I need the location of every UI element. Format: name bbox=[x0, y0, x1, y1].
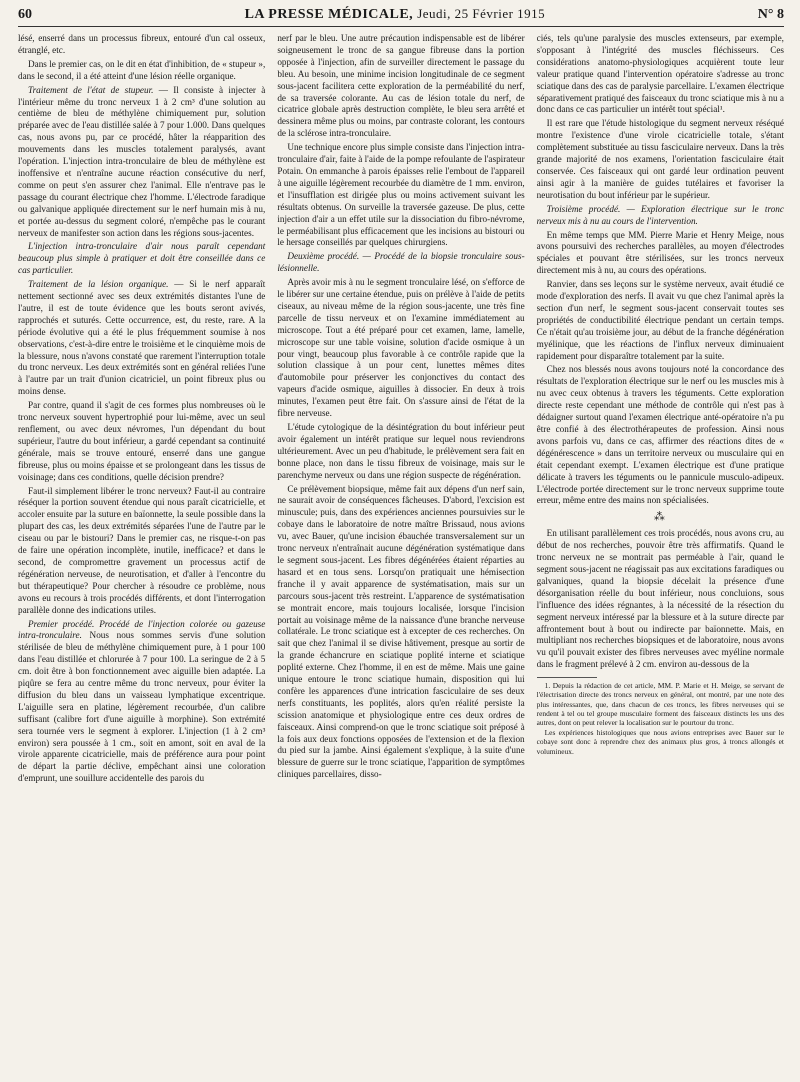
issue-date: Jeudi, 25 Février 1915 bbox=[417, 6, 546, 21]
section-heading: Traitement de l'état de stupeur. bbox=[28, 84, 154, 95]
column-2 bbox=[277, 33, 524, 787]
paragraph: Ce prélèvement biopsique, même fait aux dépens d'un nerf sain, ne saurait avoir de conséquences fâcheuses. D'abord, l'excision est minuscule; puis, dans des expériences anciennes poursuivies sur le cobaye dans le laboratoire de notre maître Brissaud, nous avions vu, avec Bauer, qu'une incision ébauchée transversalement sur un tronc nerveux n'entraînait aucune dégénération systématique dans le segment sous-jacent. Les fibres dégénérées étaient réparties au hasard et en tous sens. Lorsqu'on pratiquait une hémisection franche il y avait apparence de systématisation, mais sur un parcours sous-jacent très restreint. L'apparence de systématisation se montrait encore, mais toujours localisée, lorsque l'incision portait au voisinage même de la naissance d'une branche nerveuse collatérale. Le tronc sciatique est à excepter de ces recherches. On sait que chez l'animal il se divise hâtivement, presque au sortir de la grande échancrure en sciatique poplité interne et sciatique poplité externe. Chez l'homme, il en est de même. Mais une gaine unique entoure le tronc sciatique humain, disposition qui lui confère les apparences d'une intrication fasciculaire de ses deux nerfs constituants, les poplités, alors qu'en réalité persiste la scission anatomique et physiologique entre ces deux ordres de faisceaux. Ainsi comprend-on que le tronc sciatique soit préposé à la fois aux deux fonctions opposées de l'extension et de la flexion du pied sur la jambe. Ainsi également s'explique, à la suite d'une blessure de guerre sur le tronc sciatique, l'apparition de symptômes cliniques parcellaires, disso- bbox=[277, 483, 525, 780]
paragraph: Après avoir mis à nu le segment tronculaire lésé, on s'efforce de le libérer sur une certaine étendue, puis on prélève à l'aide de petits ciseaux, au niveau même de la région sous-jacente, une très fine parcelle de tissu nerveux et on l'examine immédiatement au microscope. Tout a été préparé pour cet examen, lame, lamelle, microscope sur une table voisine, solution d'acide osmique à un pour vingt, beaucoup plus favorable à ce contrôle rapide que la solution classique à un pour cent, lunettes mêmes dites d'automobile pour préserver les conjonctives du contact des vapeurs d'acide osmique, aiguilles à dissocier. En deux à trois minutes, l'examen peut être fait. On s'assure ainsi de l'état de la fibre nerveuse. bbox=[277, 277, 525, 419]
column-3 bbox=[537, 33, 784, 787]
paragraph: Ranvier, dans ses leçons sur le système nerveux, avait étudié ce mode d'exploration des nerfs. Il avait vu que chez l'animal après la section d'un nerf, le segment sous-jacent conservait toutes ses propriétés de conductibilité électrique pendant un certain temps. Ce n'était qu'au troisième jour, au début de la franche dégénération myélinique, que les réactions de l'influx nerveux diminuaient rapidement pour disparaître totalement par la suite. bbox=[536, 279, 784, 361]
paragraph bbox=[18, 85, 265, 240]
paragraph: L'injection intra-tronculaire d'air nous paraît cependant beaucoup plus simple à pratiquer et doit être conseillée dans ce cas particulier. bbox=[18, 241, 266, 276]
section-separator: ⁂ bbox=[653, 511, 667, 524]
section-heading: Troisième procédé. — Exploration électrique sur le tronc nerveux mis à nu au cours de l'intervention. bbox=[536, 203, 784, 226]
footnote-rule bbox=[537, 677, 597, 678]
page-number: 60 bbox=[18, 7, 32, 22]
paragraph: Une technique encore plus simple consiste dans l'injection intra-tronculaire d'air, faite à l'aide de la pompe refoulante de l'aspirateur Potain. On emmanche à parois épaisses relie l'embout de l'appareil à une aiguille légèrement recourbée du diamètre de 1 mm. environ, et l'insufflation est dirigée plus ou moins activement suivant les résultats obtenus. On surveille la traversée gazeuse. De plus, cette injection d'air a un effet utile sur la dissociation du fibro-névrome, le perméabilisant plus efficacement que les incisions au bistouri ou le hersage conseillés par quelques chirurgiens. bbox=[277, 142, 525, 248]
paragraph-text: — Si le nerf apparaît nettement sectionné avec ses deux extrémités distantes l'une de l'autre, il est de toute évidence que les bouts seront avivés, rapprochés et suturés. Cette occurrence, est, du reste, rare. A la période évolutive qui a été le plus fréquemment soumise à nos observations, c'est-à-dire entre le troisième et le cinquième mois de la blessure, nous n'avons constaté que rarement l'interruption totale du tronc nerveux. Les deux extrémités sont en général reliées l'une à l'autre par un trait d'union cicatriciel, un point fibreux plus ou moins dense. bbox=[18, 279, 266, 397]
issue-number: N° 8 bbox=[757, 7, 784, 22]
section-heading: Deuxième procédé. — Procédé de la biopsie tronculaire sous-lésionnelle. bbox=[277, 251, 525, 274]
paragraph: Par contre, quand il s'agit de ces formes plus nombreuses où le tronc nerveux souvent hypertrophié pour lui-même, avec un seul renflement, ou avec deux névromes, l'un dépendant du bout supérieur, l'autre du bout inférieur, a gardé cependant sa continuité générale, mais se trouve entouré, enserré dans une gangue fibreuse, plus ou moins épaisse et se prolongeant dans les tissus de voisinage; dans ces conditions, quelle décision prendre? bbox=[18, 400, 266, 482]
journal-name: LA PRESSE MÉDICALE, bbox=[244, 7, 414, 22]
footnote: 1. Depuis la rédaction de cet article, MM. P. Marie et H. Meige, se servant de l'électrisation directe des troncs nerveux en général, ont montré, par une note des plus intéressantes, que, dans chacun de ces troncs, les fibres nerveuses qui se rendent à tel ou tel groupe musculaire forment des faisceaux distincts les uns des autres, dont on peut relever la localisation sur le pourtour du tronc. bbox=[536, 681, 784, 727]
paragraph: lésé, enserré dans un processus fibreux, entouré d'un cal osseux, étranglé, etc. bbox=[18, 33, 266, 55]
paragraph: Dans le premier cas, on le dit en état d'inhibition, de « stupeur », dans le second, il a été atteint d'une lésion réelle organique. bbox=[18, 58, 266, 81]
page-header bbox=[18, 6, 784, 27]
section-heading: Traitement de la lésion organique. bbox=[28, 279, 169, 290]
section-heading: Premier procédé. Procédé de l'injection colorée ou gazeuse intra-tronculaire. bbox=[18, 618, 266, 641]
paragraph: L'étude cytologique de la désintégration du bout inférieur peut avoir également un intérêt pratique sur lequel nous reviendrons ultérieurement. Avec un peu d'habitude, le prélèvement sera fait en bonne place, non dans le tissu fibreux de voisinage, mais sur le parenchyme nerveux ou dans une région suspecte de régénération. bbox=[277, 422, 525, 480]
column-1 bbox=[18, 33, 265, 787]
paragraph: Faut-il simplement libérer le tronc nerveux? Faut-il au contraire réséquer la portion souvent étendue qui nous paraît cicatricielle, et accoler ensuite par la suture en baïonnette, la seule possible dans la plupart des cas, les deux extrémités séparées l'une de l'autre par le ciseau ou par le bistouri? Dans le premier cas, ne risque-t-on pas de faire une opération incomplète, inutile, inefficace? et dans le second, de compromettre gravement un processus actif de régénération nerveuse, de neurotisation, et d'aller à l'encontre du but thérapeutique? Pour chercher à résoudre ce problème, nous avons eu recours à trois procédés différents, et dont l'interrogation parallèle donne des indications utiles. bbox=[18, 485, 266, 615]
text-columns bbox=[18, 33, 784, 787]
paragraph: Chez nos blessés nous avons toujours noté la concordance des résultats de l'exploration électrique sur le nerf ou les muscles mis à nu avec ceux obtenus à travers les téguments. Cette exploration directe reste cependant une méthode de contrôle qui n'est pas à dédaigner surtout quand l'examen électrique anté-opératoire n'a pu être confié à des électrothérapeutes de profession. Ainsi nous avons parfois vu, dans ce cas, affirmer des réactions dites de « dégénérescence » dans un territoire nerveux ou musculaire qui en était cependant exempt. L'examen électrique est d'une pratique délicate à travers les téguments ou le pannicule musculo-adipeux. L'électrode portée directement sur le tronc nerveux supprime toute erreur, même entre des mains non spécialisées. bbox=[536, 364, 784, 506]
paragraph: Il est rare que l'étude histologique du segment nerveux réséqué montre l'existence d'une virole cicatricielle totale, s'étant complètement substituée au tissu fasciculaire nerveux. Dans la très grande majorité de nos examens, l'orientation fasciculaire était conservée. Ces faisceaux qui ont gardé leur ordination peuvent ainsi agir à la manière de guides tutélaires et favoriser la neurotisation du bout inférieur par le supérieur. bbox=[536, 118, 784, 200]
journal-title-line bbox=[245, 6, 546, 23]
paragraph-text: — Il consiste à injecter à l'intérieur même du tronc nerveux 1 à 2 cm³ d'une solution au centième de bleu de méthylène chimiquement pur, solution préparée avec de l'eau distillée salée à 7 pour 1.000. Dans quelques cas, nous avons pu, par ce procédé, hâter la réapparition des mouvements dans les muscles totalement paralysés, avant l'opération. L'injection intra-tronculaire de bleu de méthylène est inoffensive et n'entraîne aucune réaction consécutive du nerf, comme on peut s'en assurer chez l'animal. Elle n'entrave pas le passage du courant électrique chez l'homme. L'électrode faradique ou galvanique appliquée directement sur le nerf humain mis à nu, et portée au-dessus du segment coloré, n'empêche pas le courant nerveux de manifester son action dans les régions sous-jacentes. bbox=[18, 84, 266, 238]
paragraph bbox=[18, 619, 265, 786]
paragraph-text: Nous nous sommes servis d'une solution stérilisée de bleu de méthylène chimiquement pure, à 1 pour 100 dans l'eau distillée et chlorurée à 7 pour 100. La seringue de 2 à 5 cm. doit être à bon fonctionnement avec aiguille bien adaptée. La piqûre se fera au centre même du tronc nerveux, pour éviter la diffusion du bleu dans un vaisseau lymphatique excentrique. L'aiguille sera en platine, légèrement recourbée, d'un calibre suffisant (calibre fort d'une aiguille à morphine). Son extrémité sera tournée vers le segment à explorer. L'injection (1 à 2 cm³ environ) sera poussée à 1 cm., soit en amont, soit en aval de la virole apparente cicatricielle, mais de préférence aura pour point de départ la partie déclive, empêchant ainsi une coloration d'emprunt, une souillure accidentelle des parois du bbox=[18, 630, 266, 784]
paragraph bbox=[18, 279, 265, 398]
paragraph: ciés, tels qu'une paralysie des muscles extenseurs, par exemple, s'opposant à l'intégrité des muscles fléchisseurs. Ces considérations anatomo-physiologiques acquièrent toute leur valeur pratique quand l'intervention opératoire s'adresse au tronc sciatique dans des cas de paralysie parcellaire. L'examen électrique séparativement pratiqué des faisceaux du tronc sciatique mis à nu a donc dans ce cas particulier un intérêt tout spécial¹. bbox=[536, 33, 784, 115]
footnote: Les expériences histologiques que nous avions entreprises avec Bauer sur le cobaye sont donc à reprendre chez des animaux plus gros, à troncs allongés et volumineux. bbox=[536, 728, 784, 756]
paragraph: En utilisant parallèlement ces trois procédés, nous avons cru, au début de nos recherches, pouvoir être très affirmatifs. Quand le tronc nerveux ne se montrait pas perméable à l'air, quand le segment sous-jacent ne réagissait pas aux excitations faradiques ou galvaniques, quand la biopsie décelait la présence d'une désorganisation réelle du bout inférieur, nous concluions, sous l'influence des idées régnantes, à la nécessité de la résection du segment nerveux intéressé par la blessure et à la suture directe par affrontement bout à bout ou indirecte par baïonnette. Mais, en multipliant nos recherches biopsiques et de laboratoire, nous avons vu qu'il pouvait exister des fibres nerveuses avec myéline normale dans le fragment prélevé à 2 cm. environ au-dessous de la bbox=[536, 528, 784, 670]
paragraph: En même temps que MM. Pierre Marie et Henry Meige, nous avons poursuivi des recherches parallèles, au moyen d'électrodes spéciales et pouvant être stérilisées, sur les troncs nerveux directement mis à nu, au cours des opérations. bbox=[536, 229, 784, 276]
paragraph: nerf par le bleu. Une autre précaution indispensable est de libérer soigneusement le tronc de sa gangue fibreuse dans la portion opposée à l'injection, afin de surveiller directement le passage du bleu. Au besoin, une minime incision longitudinale de ce segment sous-jacent facilitera cette exploration de la perméabilité du nerf, de sa traversée colorante. Au cas de lésion totale du nerf, de cicatrice globale après destruction complète, le bleu sera arrêté et dessinera même plus ou moins, par contraste colorant, les contours de la sclérose intra-tronculaire. bbox=[277, 33, 525, 139]
